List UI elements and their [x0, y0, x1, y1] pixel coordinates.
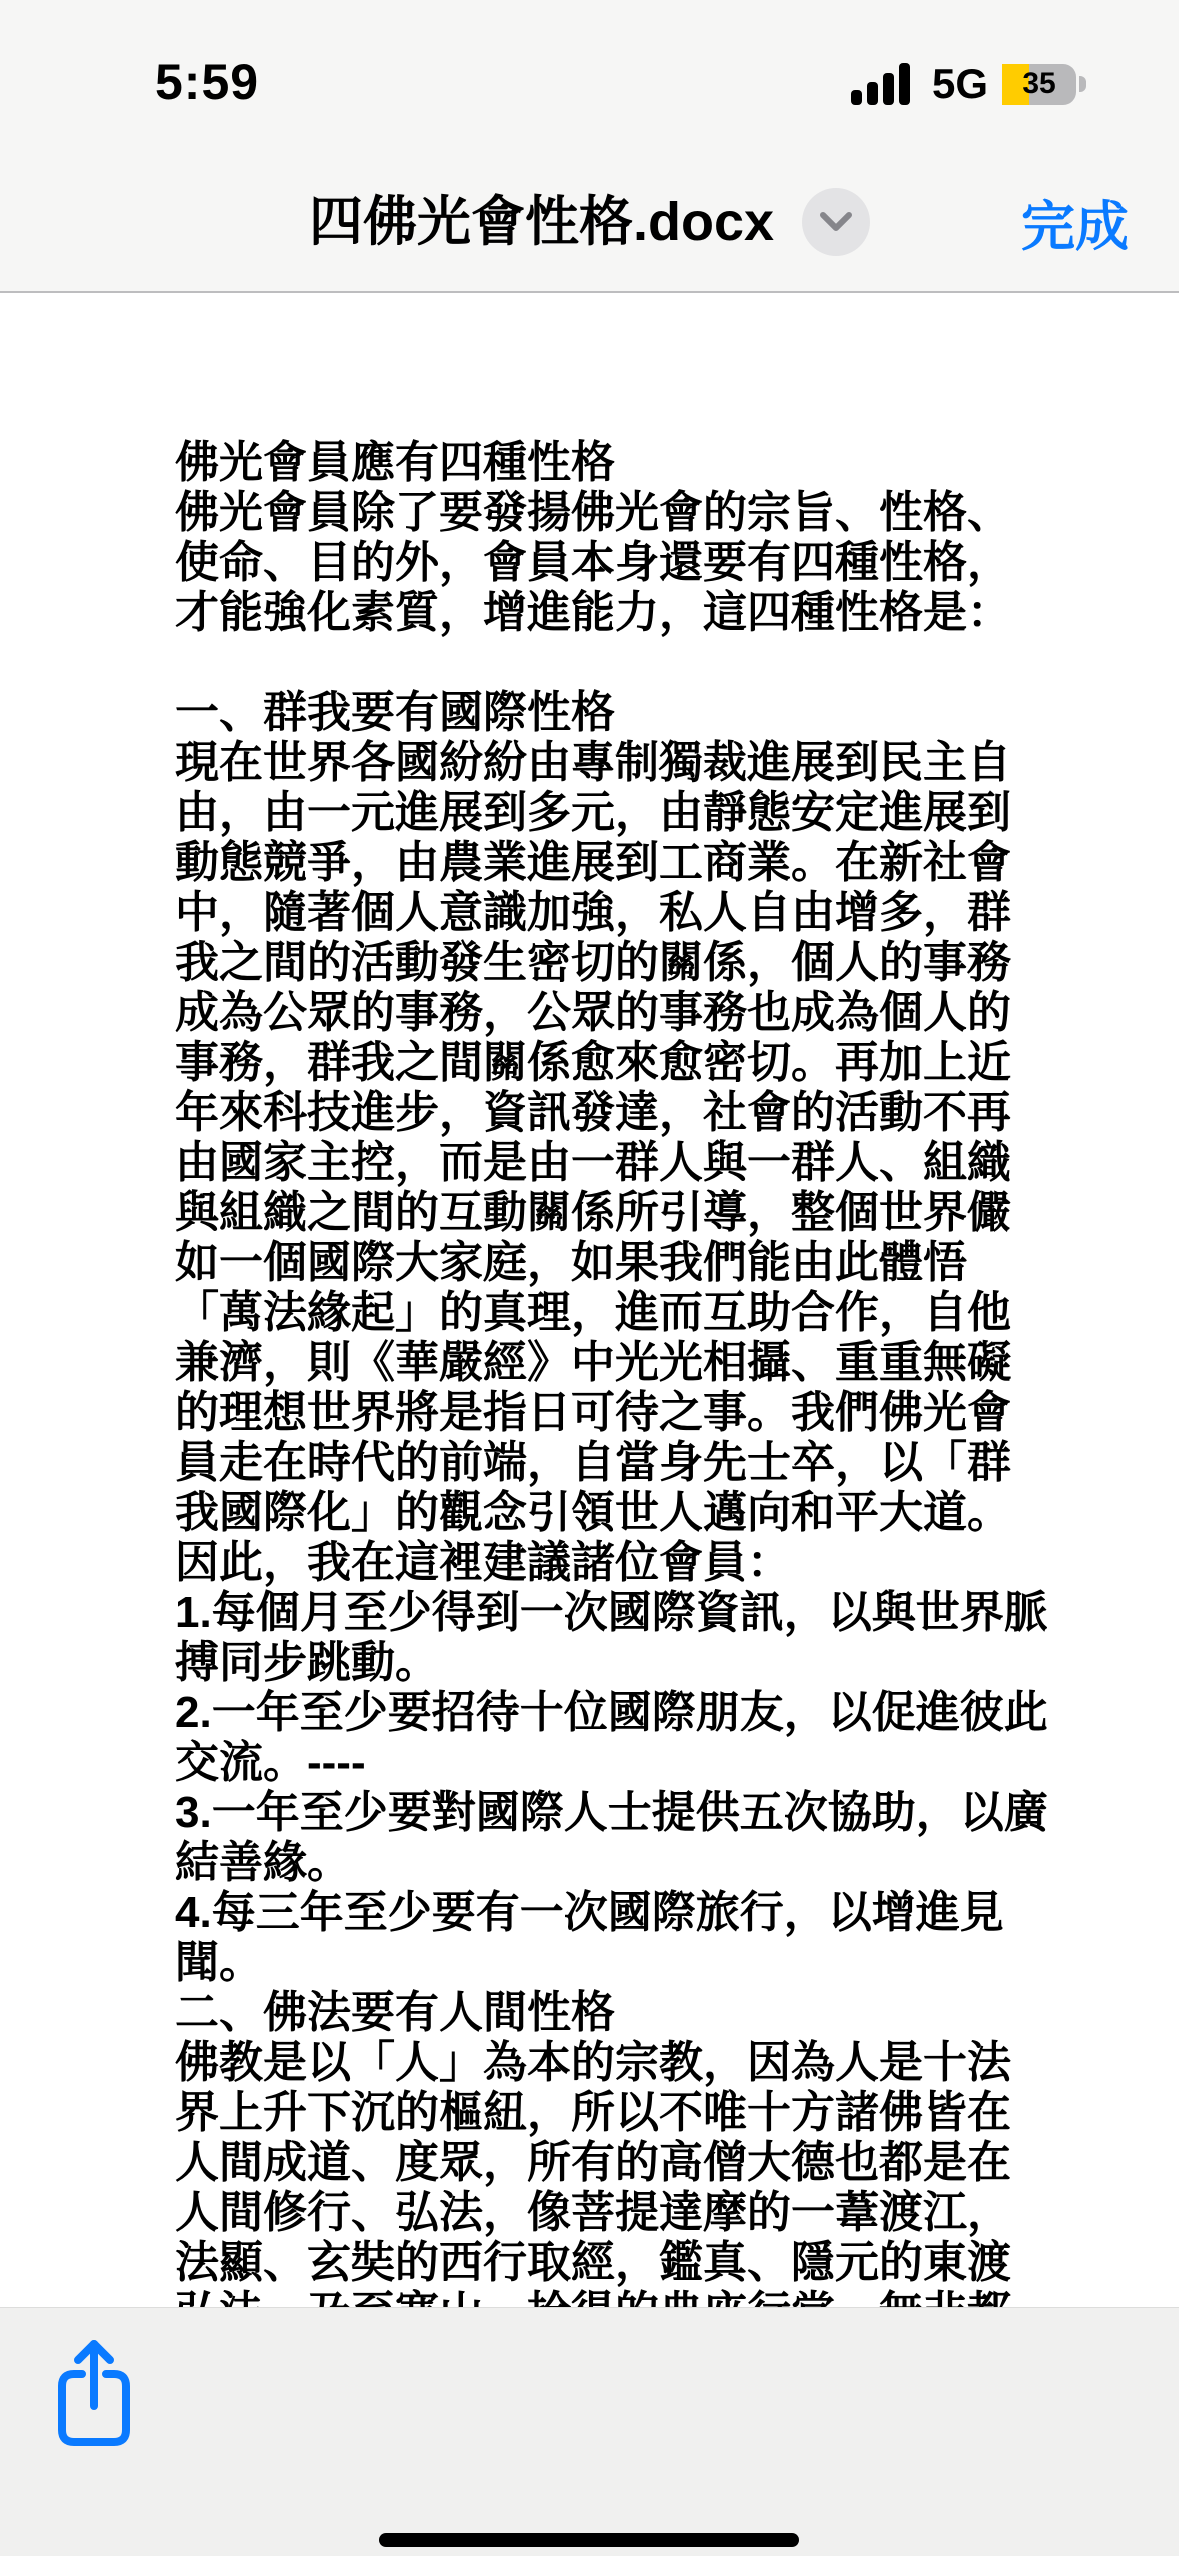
document-text-line: 交流。----: [175, 1738, 366, 1787]
battery-percent-label: 35: [1022, 67, 1056, 100]
document-title-menu-button[interactable]: [309, 188, 870, 256]
top-chrome: [0, 0, 1179, 293]
document-text-line: 現在世界各國紛紛由專制獨裁進展到民主自: [175, 738, 1011, 787]
document-text-line: 一、群我要有國際性格: [175, 688, 615, 737]
document-text-line: 界上升下沉的樞紐，所以不唯十方諸佛皆在: [175, 2088, 1011, 2137]
document-title: 四佛光會性格.docx: [308, 192, 775, 252]
document-text-line: 與組織之間的互動關係所引導，整個世界儼: [175, 1188, 1011, 1237]
battery-cap: [1079, 76, 1086, 92]
document-content: [0, 293, 1179, 2338]
document-text-line: 1.每個月至少得到一次國際資訊，以與世界脈: [175, 1588, 1048, 1637]
document-text-line: 我之間的活動發生密切的關係，個人的事務: [175, 938, 1011, 987]
document-text-line: 佛教是以「人」為本的宗教，因為人是十法: [175, 2038, 1011, 2087]
status-bar-right-cluster: [851, 62, 1086, 106]
document-text-line: 員走在時代的前端，自當身先士卒，以「群: [175, 1438, 1011, 1487]
document-text-line: 兼濟，則《華嚴經》中光光相攝、重重無礙: [175, 1338, 1011, 1387]
nav-bar: [0, 152, 1179, 292]
document-text-line: 動態競爭，由農業進展到工商業。在新社會: [175, 838, 1011, 887]
status-bar-clock: 5:59: [155, 54, 260, 110]
document-text-line: 3.一年至少要對國際人士提供五次協助，以廣: [175, 1788, 1048, 1837]
document-text-line: 使命、目的外，會員本身還要有四種性格，: [175, 538, 1011, 587]
document-text-line: 2.一年至少要招待十位國際朋友，以促進彼此: [175, 1688, 1048, 1737]
document-text-line: 事務，群我之間關係愈來愈密切。再加上近: [175, 1038, 1011, 1087]
home-indicator[interactable]: [379, 2533, 799, 2547]
document-text-line: 4.每三年至少要有一次國際旅行，以增進見: [175, 1888, 1004, 1937]
document-text-line: 我國際化」的觀念引領世人邁向和平大道。: [175, 1488, 1011, 1537]
share-icon: [52, 2336, 136, 2452]
document-text-line: 佛光會員除了要發揚佛光會的宗旨、性格、: [175, 488, 1011, 537]
document-text-line: 的理想世界將是指日可待之事。我們佛光會: [175, 1388, 1011, 1437]
document-text-line: 因此，我在這裡建議諸位會員：: [175, 1538, 791, 1587]
document-text-line: 成為公眾的事務，公眾的事務也成為個人的: [175, 988, 1011, 1037]
document-text-line: 才能強化素質，增進能力，這四種性格是：: [175, 588, 1011, 637]
cellular-signal-icon: [851, 63, 913, 105]
document-scroll-area[interactable]: [0, 293, 1179, 2307]
document-text-line: [175, 638, 1159, 688]
document-text-line: 年來科技進步，資訊發達，社會的活動不再: [175, 1088, 1011, 1137]
document-text-line: 人間修行、弘法，像菩提達摩的一葦渡江，: [175, 2188, 1011, 2237]
document-text-line: 搏同步跳動。: [175, 1638, 439, 1687]
document-text-line: 聞。: [175, 1938, 263, 1987]
share-button[interactable]: [52, 2336, 136, 2452]
bottom-toolbar: [0, 2307, 1179, 2556]
document-text-line: 「萬法緣起」的真理，進而互助合作，自他: [175, 1288, 1011, 1337]
document-text-line: 結善緣。: [175, 1838, 351, 1887]
done-button[interactable]: 完成: [1021, 152, 1129, 292]
document-text-line: 二、佛法要有人間性格: [175, 1988, 615, 2037]
battery-icon: [1002, 64, 1076, 105]
document-text-line: 如一個國際大家庭，如果我們能由此體悟: [175, 1238, 967, 1287]
document-text-line: 中，隨著個人意識加強，私人自由增多，群: [175, 888, 1011, 937]
document-text-line: 由國家主控，而是由一群人與一群人、組織: [175, 1138, 1011, 1187]
document-text-line: 佛光會員應有四種性格: [175, 438, 615, 487]
document-text-line: 法顯、玄奘的西行取經，鑑真、隱元的東渡: [175, 2238, 1011, 2287]
document-text-line: 由，由一元進展到多元，由靜態安定進展到: [175, 788, 1011, 837]
network-type-label: 5G: [931, 60, 988, 107]
document-text-line: 人間成道、度眾，所有的高僧大德也都是在: [175, 2138, 1011, 2187]
title-chevron-button[interactable]: [802, 188, 870, 256]
chevron-down-icon: [819, 211, 853, 233]
